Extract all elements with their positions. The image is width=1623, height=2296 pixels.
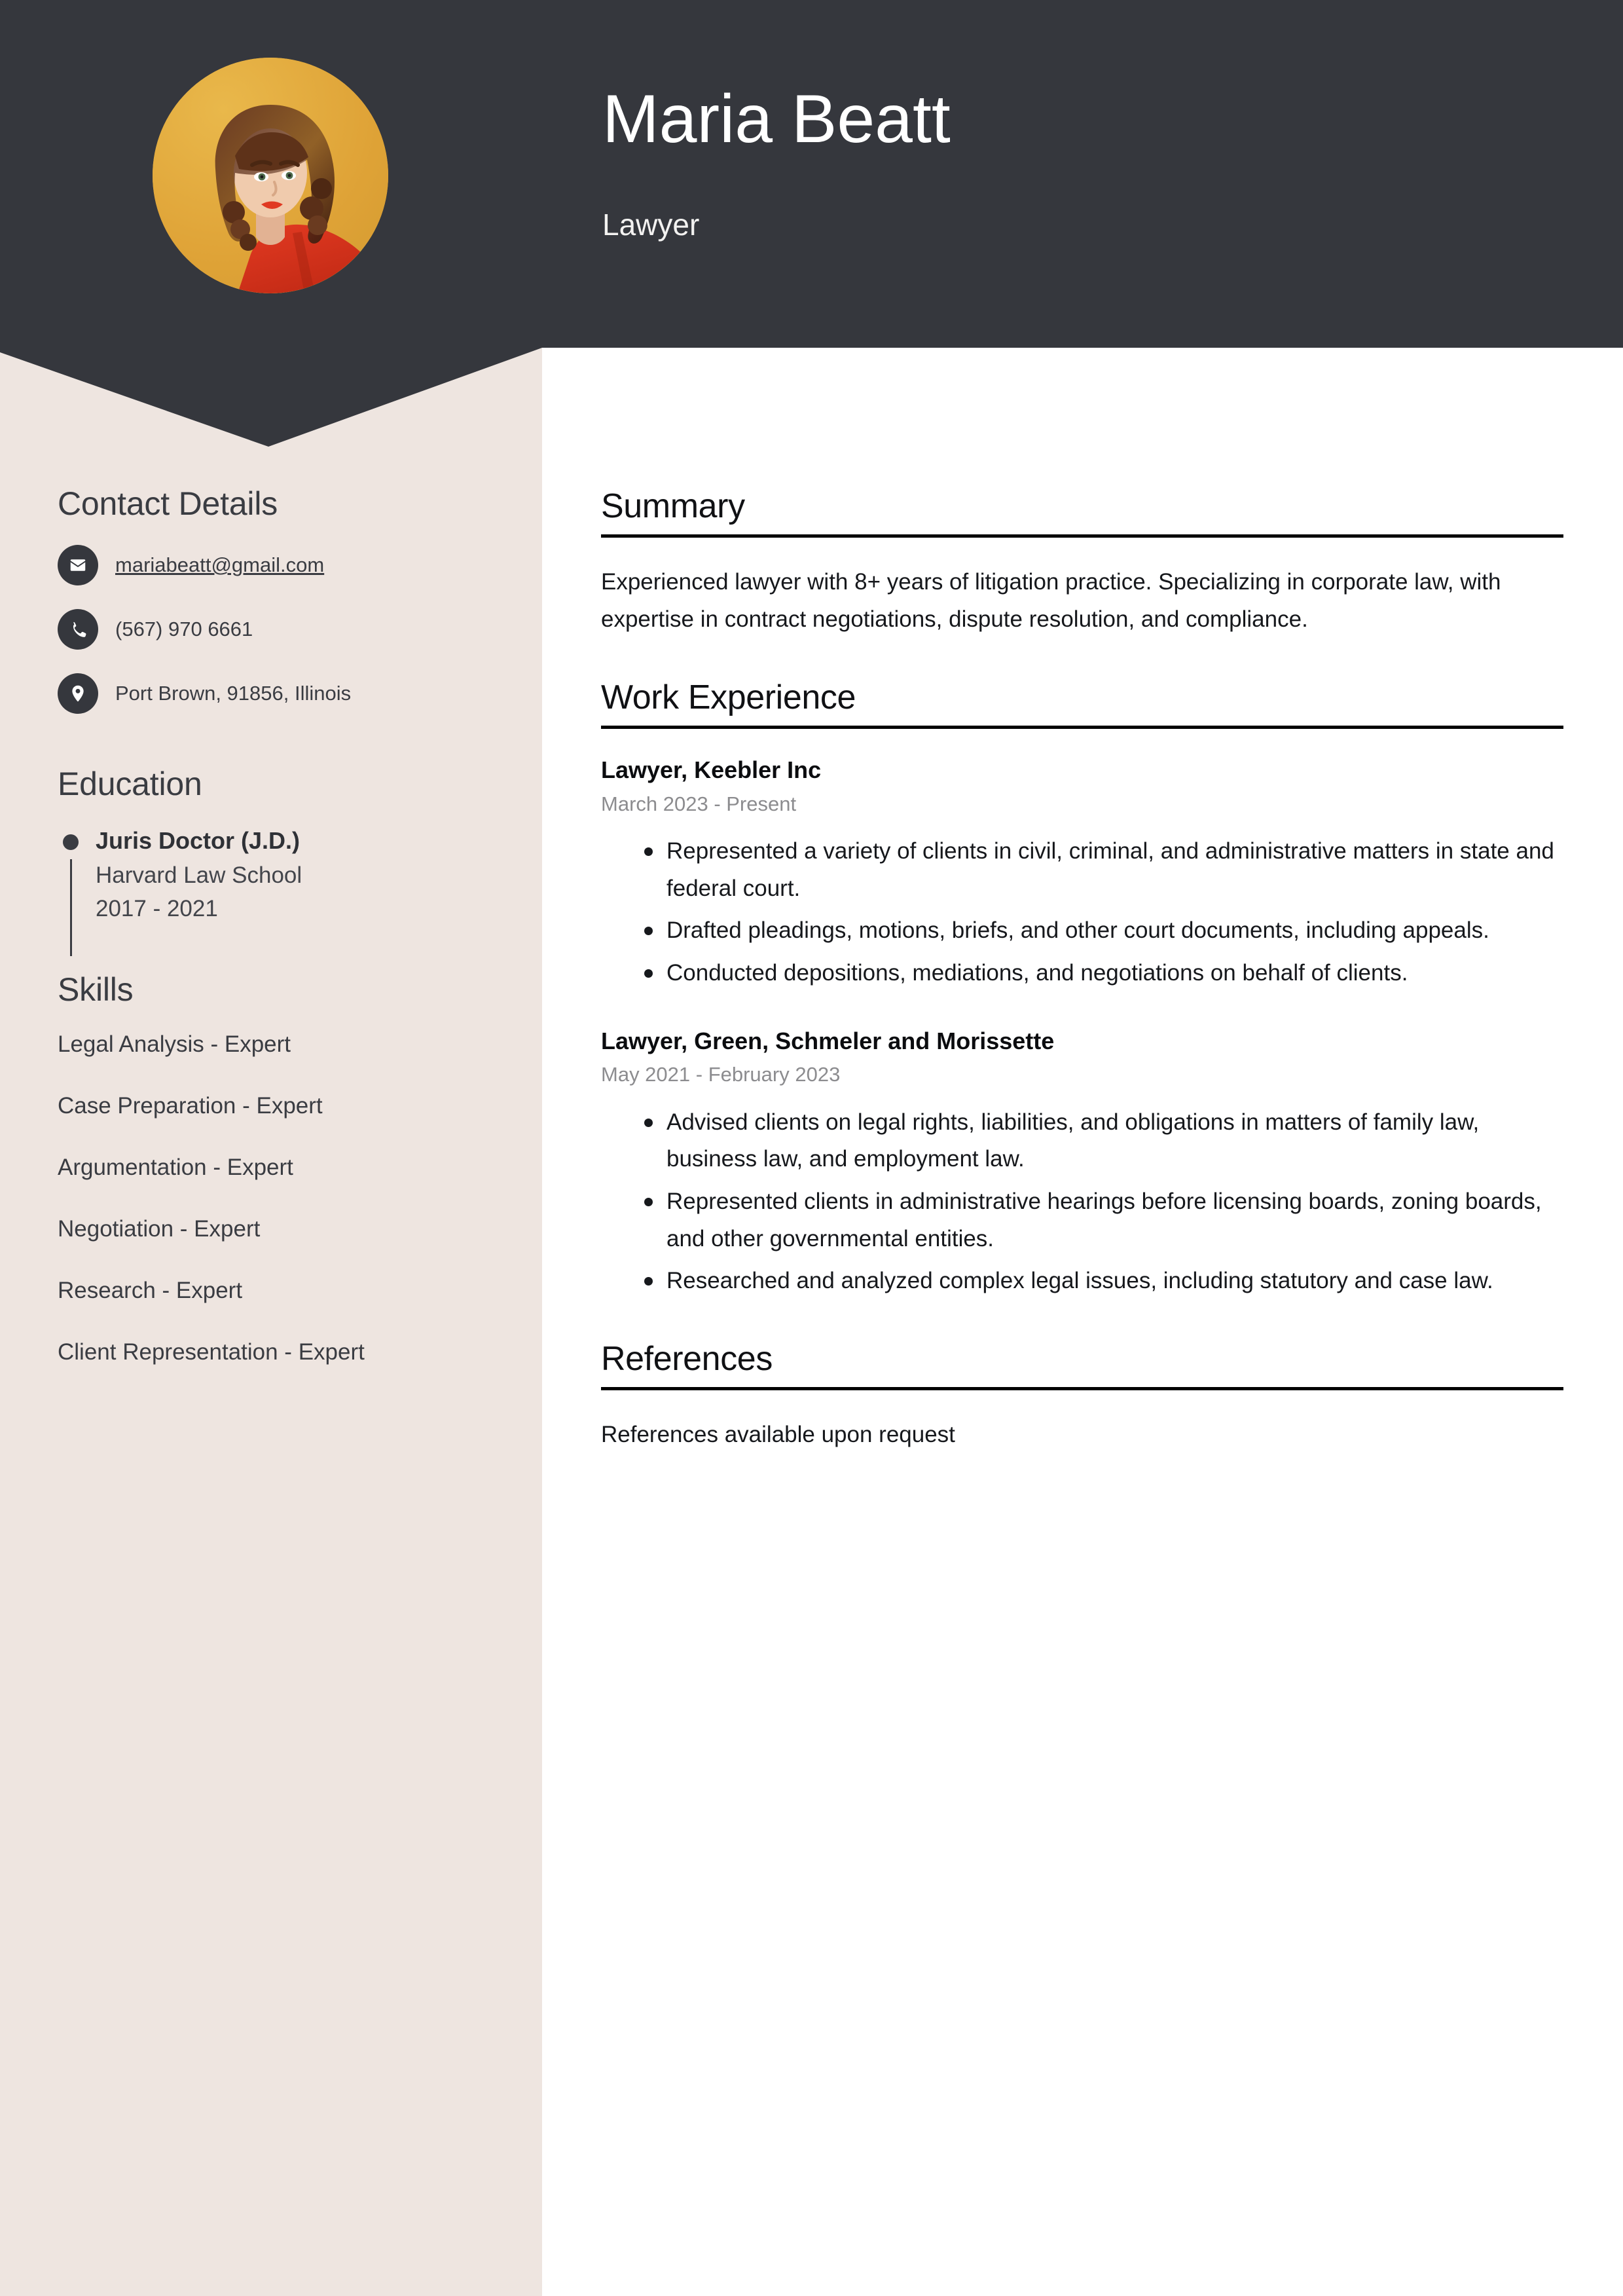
- timeline-dot-icon: [63, 834, 79, 850]
- summary-text: Experienced lawyer with 8+ years of litigation practice. Specializing in corporate law, with expertise in contract negotiations, dispute resolution, and compliance.: [601, 569, 1501, 632]
- education-item: [58, 825, 516, 925]
- section-divider: [601, 534, 1563, 538]
- job-entry: [601, 755, 1563, 992]
- skill-item: Research - Expert: [58, 1278, 243, 1304]
- main-content: [601, 488, 1563, 1494]
- contact-phone-text[interactable]: (567) 970 6661: [115, 618, 253, 641]
- contact-email-text[interactable]: mariabeatt@gmail.com: [115, 553, 325, 577]
- contact-address-text[interactable]: Port Brown, 91856, Illinois: [115, 682, 352, 705]
- education-years: 2017 - 2021: [96, 896, 218, 922]
- envelope-icon: [58, 545, 98, 585]
- contact-row-phone[interactable]: [58, 609, 516, 650]
- job-bullet: Researched and analyzed complex legal issues, including statutory and case law.: [601, 1263, 1563, 1300]
- skill-item: Case Preparation - Expert: [58, 1093, 323, 1119]
- work-experience-heading: Work Experience: [601, 678, 856, 716]
- skills-list: [58, 1031, 516, 1366]
- job-dates: May 2021 - February 2023: [601, 1063, 841, 1086]
- job-bullet-list: [601, 833, 1563, 992]
- page-title: Maria Beatt: [602, 81, 951, 157]
- job-entry: [601, 1026, 1563, 1301]
- references-heading: References: [601, 1340, 773, 1379]
- skill-item: Legal Analysis - Expert: [58, 1031, 291, 1058]
- contact-details-section: [58, 485, 516, 714]
- contact-details-heading: Contact Details: [58, 485, 278, 522]
- skills-section: [58, 971, 516, 1366]
- avatar: [153, 58, 388, 293]
- section-divider: [601, 1387, 1563, 1390]
- skill-item: Argumentation - Expert: [58, 1155, 293, 1181]
- job-role-subtitle: Lawyer: [602, 208, 700, 242]
- skill-item: Negotiation - Expert: [58, 1216, 261, 1242]
- sidebar: [58, 485, 516, 1400]
- portrait-illustration: [153, 58, 388, 293]
- job-bullet: Advised clients on legal rights, liabilities, and obligations in matters of family law, business law, and employment law.: [601, 1104, 1563, 1178]
- header-white-filler: [542, 348, 1623, 459]
- contact-row-address[interactable]: [58, 673, 516, 714]
- job-bullet: Represented a variety of clients in civil, criminal, and administrative matters in state and federal court.: [601, 833, 1563, 907]
- job-bullet-list: [601, 1104, 1563, 1300]
- references-text: References available upon request: [601, 1422, 955, 1448]
- summary-section: [601, 488, 1563, 639]
- job-bullet: Conducted depositions, mediations, and negotiations on behalf of clients.: [601, 955, 1563, 992]
- education-school: Harvard Law School: [96, 862, 302, 889]
- work-experience-section: [601, 679, 1563, 1301]
- job-title: Lawyer, Keebler Inc: [601, 756, 822, 783]
- section-divider: [601, 726, 1563, 729]
- references-section: [601, 1341, 1563, 1454]
- job-title: Lawyer, Green, Schmeler and Morissette: [601, 1027, 1055, 1054]
- map-pin-icon: [58, 673, 98, 714]
- summary-heading: Summary: [601, 487, 745, 525]
- job-bullet: Drafted pleadings, motions, briefs, and other court documents, including appeals.: [601, 912, 1563, 950]
- job-dates: March 2023 - Present: [601, 792, 797, 815]
- skill-item: Client Representation - Expert: [58, 1339, 365, 1365]
- contact-list: [58, 545, 516, 714]
- education-list: [58, 825, 516, 925]
- skills-heading: Skills: [58, 971, 134, 1009]
- timeline-line: [70, 859, 72, 956]
- education-degree: Juris Doctor (J.D.): [96, 827, 301, 854]
- education-section: [58, 765, 516, 925]
- education-heading: Education: [58, 766, 202, 802]
- contact-row-email[interactable]: [58, 545, 516, 585]
- phone-icon: [58, 609, 98, 650]
- job-bullet: Represented clients in administrative hearings before licensing boards, zoning boards, and other governmental entities.: [601, 1183, 1563, 1257]
